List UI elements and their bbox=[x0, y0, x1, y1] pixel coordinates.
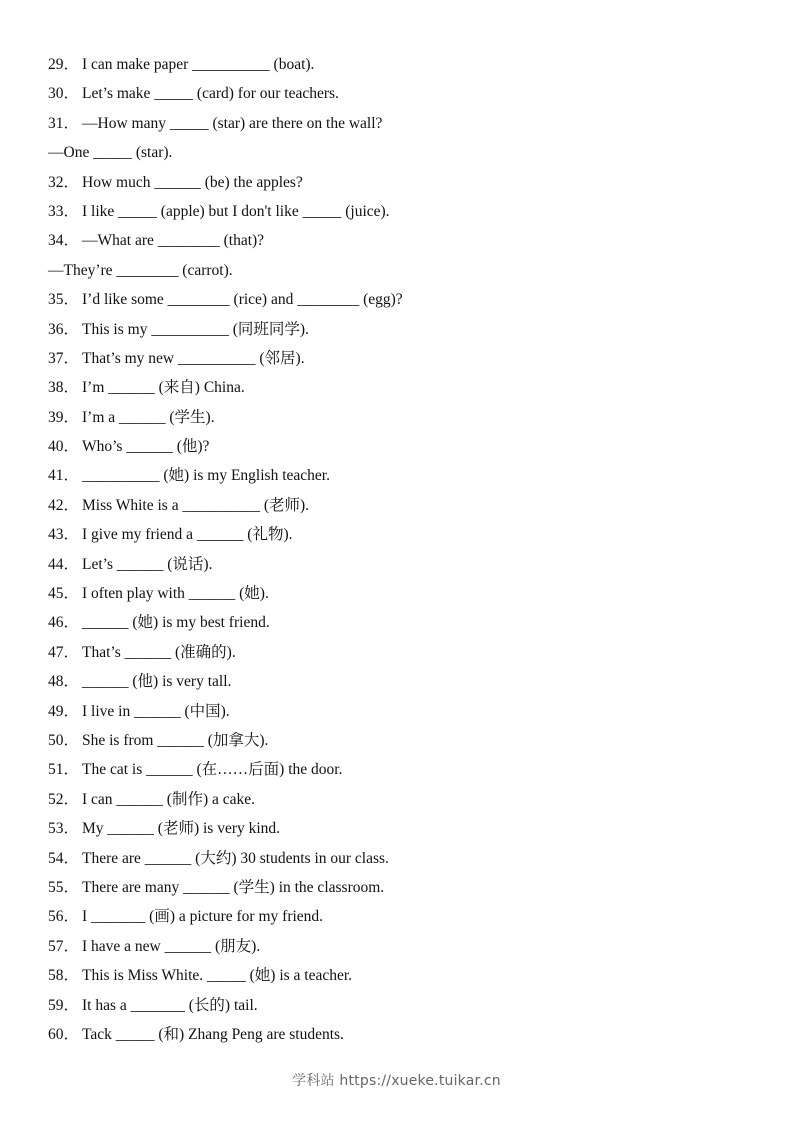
question-number: 30． bbox=[48, 85, 80, 103]
question-number: 29． bbox=[48, 56, 80, 73]
question-line bbox=[48, 608, 768, 637]
question-number: 41． bbox=[48, 467, 80, 485]
question-line bbox=[48, 873, 768, 902]
question-line bbox=[48, 961, 768, 990]
question-number: 39． bbox=[48, 408, 80, 426]
question-line bbox=[48, 902, 768, 931]
question-number: 46． bbox=[48, 614, 80, 632]
question-text: I live in ______ (中国). bbox=[82, 702, 230, 720]
question-line bbox=[48, 785, 768, 814]
question-line bbox=[48, 373, 768, 402]
question-text: This is my __________ (同班同学). bbox=[82, 320, 309, 338]
question-line bbox=[48, 491, 768, 520]
question-text: How much ______ (be) the apples? bbox=[82, 173, 303, 191]
question-line bbox=[48, 726, 768, 755]
question-line bbox=[48, 168, 768, 197]
question-line bbox=[48, 814, 768, 843]
question-text: I’d like some ________ (rice) and ________ (egg)? bbox=[82, 291, 403, 309]
question-number: 55． bbox=[48, 878, 80, 896]
question-line bbox=[48, 344, 768, 373]
question-text: __________ (她) is my English teacher. bbox=[82, 467, 330, 485]
question-number: 38． bbox=[48, 379, 80, 397]
question-number: 58． bbox=[48, 967, 80, 985]
question-number: 35． bbox=[48, 291, 80, 309]
question-line bbox=[48, 109, 768, 138]
question-line bbox=[48, 315, 768, 344]
question-line bbox=[48, 697, 768, 726]
question-text: ______ (她) is my best friend. bbox=[82, 614, 270, 632]
question-text: Tack _____ (和) Zhang Peng are students. bbox=[82, 1025, 344, 1043]
question-text: The cat is ______ (在……后面) the door. bbox=[82, 761, 343, 779]
question-text: That’s ______ (准确的). bbox=[82, 643, 236, 661]
question-line bbox=[48, 991, 768, 1020]
question-text: She is from ______ (加拿大). bbox=[82, 731, 269, 749]
question-text: I’m a ______ (学生). bbox=[82, 408, 215, 426]
question-text: ______ (他) is very tall. bbox=[82, 673, 232, 691]
question-text: There are ______ (大约) 30 students in our class. bbox=[82, 849, 389, 867]
question-text: That’s my new __________ (邻居). bbox=[82, 349, 305, 367]
question-number: 45． bbox=[48, 585, 80, 603]
question-number: 40． bbox=[48, 438, 80, 456]
question-text: I have a new ______ (朋友). bbox=[82, 937, 261, 955]
question-list bbox=[48, 50, 768, 1049]
question-number: 31． bbox=[48, 114, 80, 132]
question-line bbox=[48, 932, 768, 961]
question-number: 47． bbox=[48, 643, 80, 661]
question-number: 49． bbox=[48, 702, 80, 720]
question-line bbox=[48, 579, 768, 608]
question-number: 44． bbox=[48, 555, 80, 573]
question-number: 37． bbox=[48, 349, 80, 367]
question-number: 59． bbox=[48, 996, 80, 1014]
question-text: There are many ______ (学生) in the classroom. bbox=[82, 878, 385, 896]
question-text: I give my friend a ______ (礼物). bbox=[82, 526, 293, 544]
question-line bbox=[48, 638, 768, 667]
question-number: 48． bbox=[48, 673, 80, 691]
question-line bbox=[48, 50, 768, 79]
question-text: Who’s ______ (他)? bbox=[82, 438, 210, 456]
question-line bbox=[48, 285, 768, 314]
question-line bbox=[48, 432, 768, 461]
question-line bbox=[48, 844, 768, 873]
question-number: 34． bbox=[48, 232, 80, 250]
question-line bbox=[48, 755, 768, 784]
question-text: I can ______ (制作) a cake. bbox=[82, 790, 256, 808]
question-number: 56． bbox=[48, 908, 80, 926]
question-text: —How many _____ (star) are there on the wall? bbox=[82, 114, 383, 132]
question-text: —What are ________ (that)? bbox=[82, 232, 265, 250]
question-text: Let’s make _____ (card) for our teachers. bbox=[82, 85, 339, 103]
question-number: 32． bbox=[48, 173, 80, 191]
question-number: 53． bbox=[48, 820, 80, 838]
question-text: This is Miss White. _____ (她) is a teacher. bbox=[82, 967, 353, 985]
question-number: 52． bbox=[48, 790, 80, 808]
question-number: 51． bbox=[48, 761, 80, 779]
question-text: I like _____ (apple) but I don't like _____ (juice). bbox=[82, 202, 390, 220]
question-number: 50． bbox=[48, 731, 80, 749]
question-line bbox=[48, 197, 768, 226]
question-text: —One _____ (star). bbox=[48, 144, 173, 162]
question-line bbox=[48, 79, 768, 108]
question-line bbox=[48, 403, 768, 432]
question-text: It has a _______ (长的) tail. bbox=[82, 996, 258, 1014]
question-line bbox=[48, 226, 768, 255]
answer-line bbox=[48, 138, 768, 167]
answer-line bbox=[48, 256, 768, 285]
question-number: 57． bbox=[48, 937, 80, 955]
question-text: My ______ (老师) is very kind. bbox=[82, 820, 281, 838]
question-text: I often play with ______ (她). bbox=[82, 585, 269, 603]
question-text: I’m ______ (来自) China. bbox=[82, 379, 245, 397]
question-line bbox=[48, 461, 768, 490]
question-number: 42． bbox=[48, 496, 80, 514]
question-text: —They’re ________ (carrot). bbox=[48, 261, 233, 279]
footer-watermark: 学科站 https://xueke.tuikar.cn bbox=[292, 1073, 501, 1089]
question-text: I _______ (画) a picture for my friend. bbox=[82, 908, 324, 926]
question-line bbox=[48, 520, 768, 549]
question-number: 54． bbox=[48, 849, 80, 867]
question-line bbox=[48, 667, 768, 696]
question-text: Let’s ______ (说话). bbox=[82, 555, 213, 573]
question-number: 60． bbox=[48, 1025, 80, 1043]
question-number: 43． bbox=[48, 526, 80, 544]
question-number: 36． bbox=[48, 320, 80, 338]
question-line bbox=[48, 1020, 768, 1049]
question-line bbox=[48, 550, 768, 579]
question-text: I can make paper __________ (boat). bbox=[82, 56, 315, 73]
question-text: Miss White is a __________ (老师). bbox=[82, 496, 310, 514]
question-number: 33． bbox=[48, 202, 80, 220]
